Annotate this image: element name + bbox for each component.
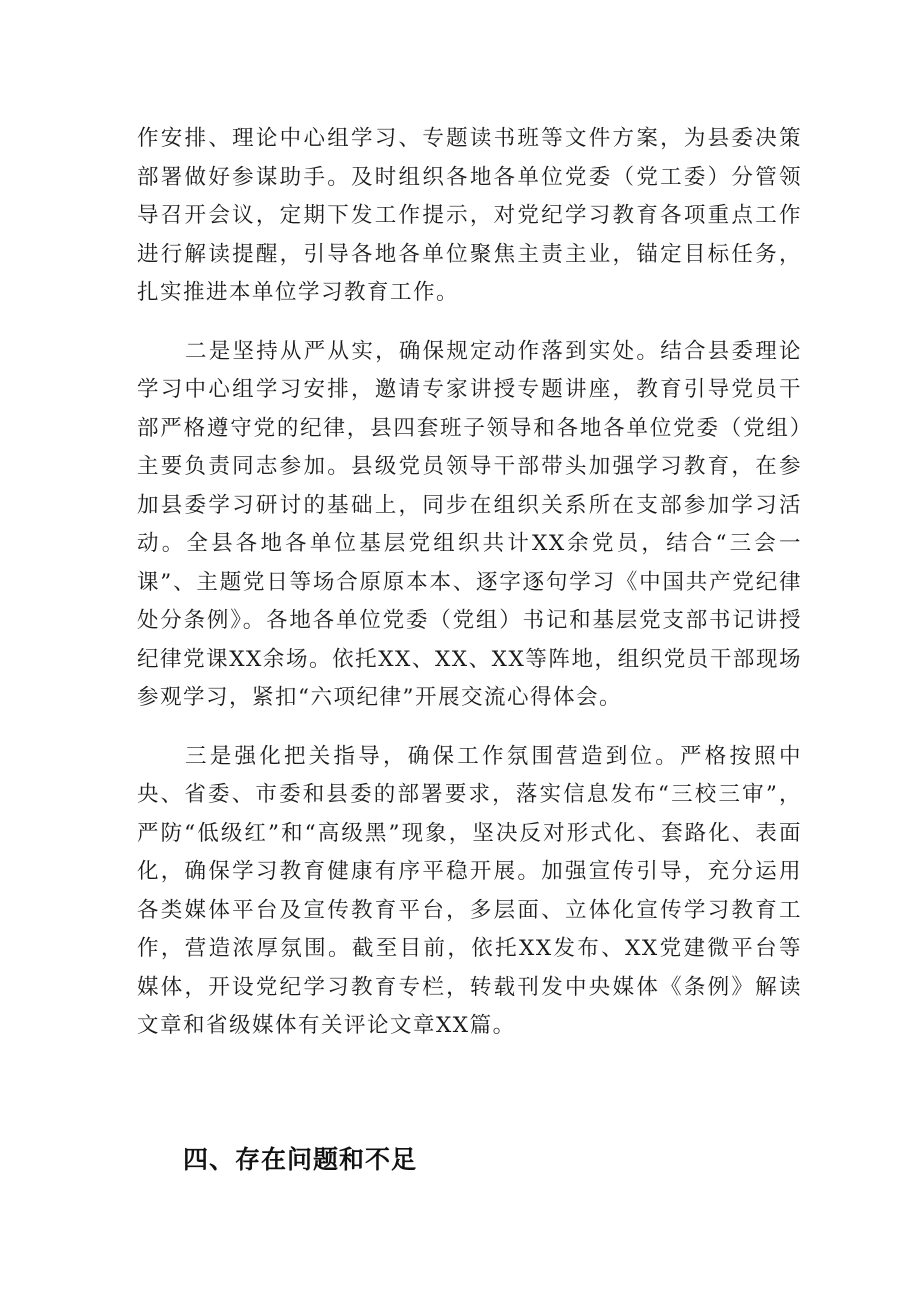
paragraph-strict-implementation: 二是坚持从严从实，确保规定动作落到实处。结合县委理论学习中心组学习安排，邀请专家讲授专题讲座，教育引导党员干部严格遵守党的纪律，县四套班子领导和各地各单位党委（党组）主要负责同志参加。县级党员领导干部带头加强学习教育，在参加县委学习研讨的基础上，同步在组织关系所在支部参加学习活动。全县各地各单位基层党组织共计XX余党员，结合“三会一课”、主题党日等场合原原本本、逐字逐句学习《中国共产党纪律处分条例》。各地各单位党委（党组）书记和基层党支部书记讲授纪律党课XX余场。依托XX、XX、XX等阵地，组织党员干部现场参观学习，紧扣“六项纪律”开展交流心得体会。 bbox=[137, 338, 802, 710]
paragraph-guidance-atmosphere: 三是强化把关指导，确保工作氛围营造到位。严格按照中央、省委、市委和县委的部署要求，落实信息发布“三校三审”，严防“低级红”和“高级黑”现象，坚决反对形式化、套路化、表面化，确保学习教育健康有序平稳开展。加强宣传引导，充分运用各类媒体平台及宣传教育平台，多层面、立体化宣传学习教育工作，营造浓厚氛围。截至目前，依托XX发布、XX党建微平台等媒体，开设党纪学习教育专栏，转载刊发中央媒体《条例》解读文章和省级媒体有关评论文章XX篇。 bbox=[137, 743, 802, 1038]
document-body bbox=[137, 120, 802, 1046]
section-heading: 四、存在问题和不足 bbox=[183, 1145, 418, 1174]
paragraph-work-arrangement: 作安排、理论中心组学习、专题读书班等文件方案，为县委决策部署做好参谋助手。及时组织各地各单位党委（党工委）分管领导召开会议，定期下发工作提示，对党纪学习教育各项重点工作进行解读提醒，引导各地各单位聚焦主责主业，锚定目标任务，扎实推进本单位学习教育工作。 bbox=[137, 126, 802, 305]
